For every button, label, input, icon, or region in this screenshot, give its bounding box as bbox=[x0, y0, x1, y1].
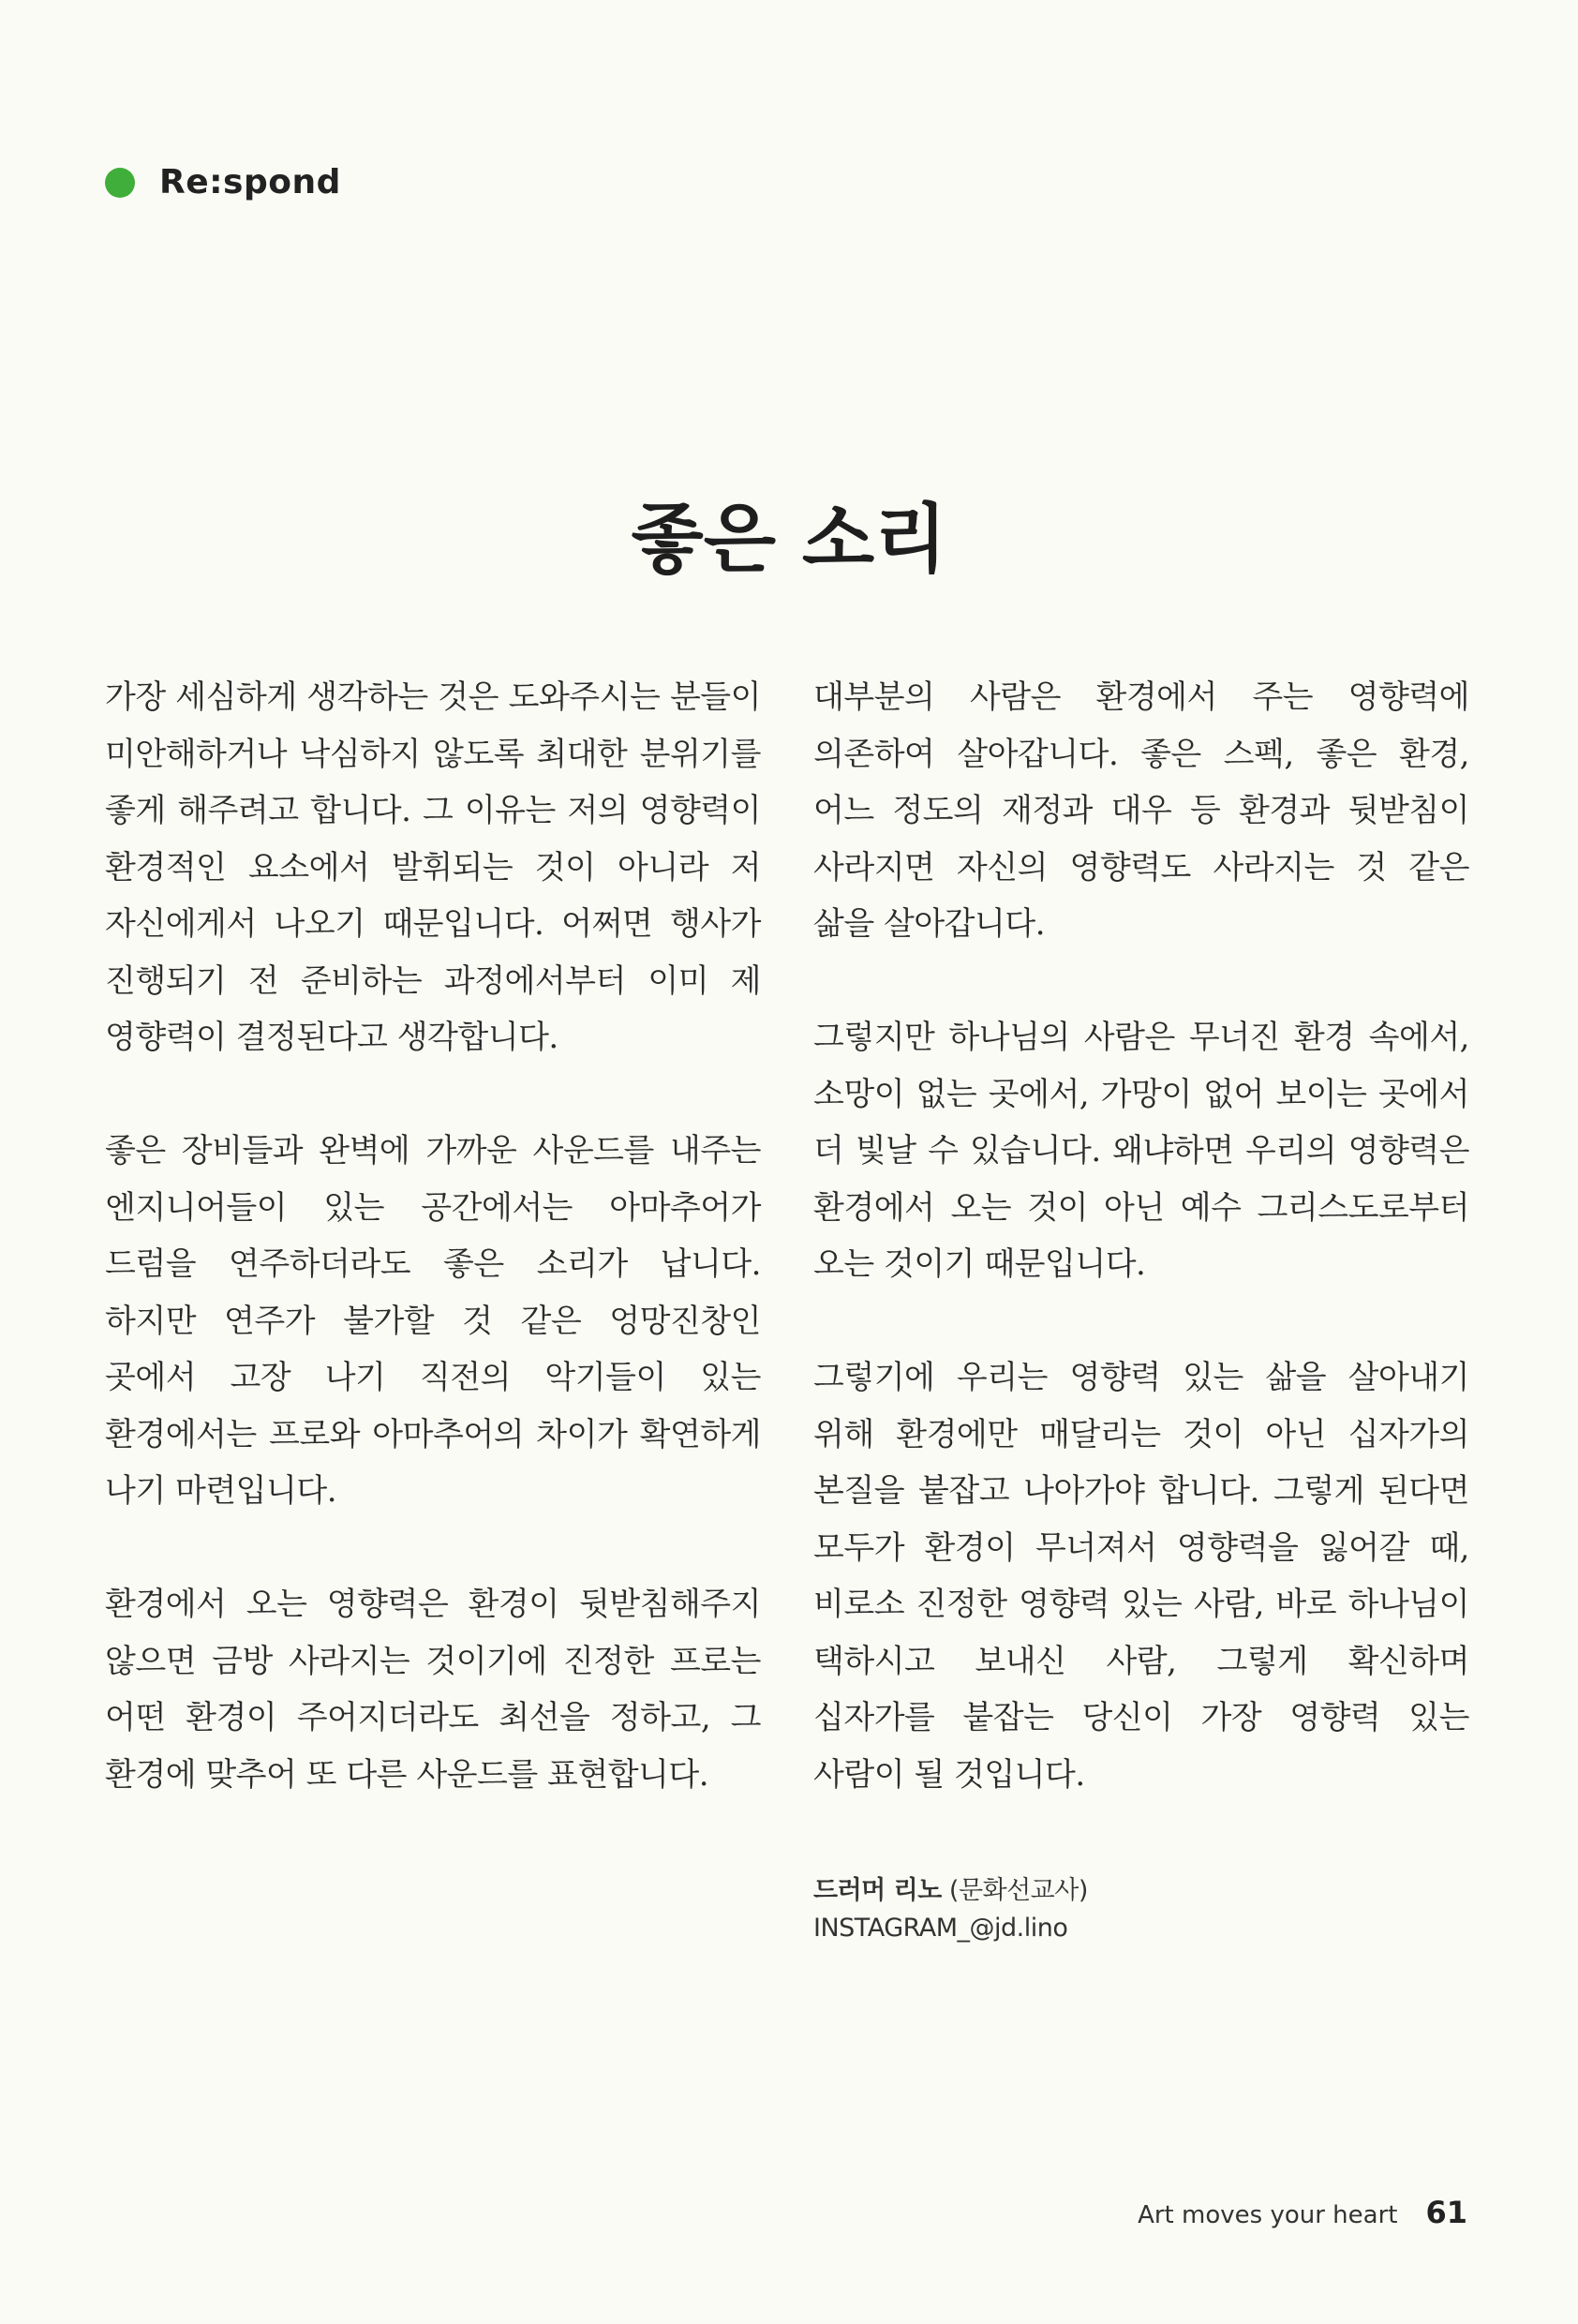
paragraph: 가장 세심하게 생각하는 것은 도와주시는 분들이 미안해하거나 낙심하지 않도록 최대한 분위기를 좋게 해주려고 합니다. 그 이유는 저의 영향력이 환경적인 요소에서 발휘되는 것이 아니라 저 자신에게서 나오기 때문입니다. 어쩌면 행사가 진행되기 전 준비하는 과정에서부터 이미 제 영향력이 결정된다고 생각합니다. bbox=[105, 678, 761, 1056]
paragraph: 좋은 장비들과 완벽에 가까운 사운드를 내주는 엔지니어들이 있는 공간에서는 아마추어가 드럼을 연주하더라도 좋은 소리가 납니다. 하지만 연주가 불가할 것 같은 엉망진창인 곳에서 고장 나기 직전의 악기들이 있는 환경에서는 프로와 아마추어의 차이가 확연하게 나기 마련입니다. bbox=[105, 1132, 761, 1510]
author-role: (문화선교사) bbox=[948, 1876, 1088, 1905]
right-column bbox=[813, 669, 1469, 1860]
paragraph: 환경에서 오는 영향력은 환경이 뒷받침해주지 않으면 금방 사라지는 것이기에 진정한 프로는 어떤 환경이 주어지더라도 최선을 정하고, 그 환경에 맞추어 또 다른 사운드를 표현합니다. bbox=[105, 1586, 761, 1794]
author-line bbox=[813, 1872, 1088, 1910]
page-footer bbox=[1138, 2195, 1467, 2230]
author-block bbox=[813, 1872, 1088, 1947]
article-title: 좋은 소리 bbox=[631, 495, 947, 583]
author-instagram: INSTAGRAM_@jd.lino bbox=[813, 1914, 1068, 1943]
section-tag bbox=[105, 163, 341, 201]
page-number: 61 bbox=[1425, 2195, 1467, 2230]
paragraph: 그렇지만 하나님의 사람은 무너진 환경 속에서, 소망이 없는 곳에서, 가망이 없어 보이는 곳에서 더 빛날 수 있습니다. 왜냐하면 우리의 영향력은 환경에서 오는 것이 아닌 예수 그리스도로부터 오는 것이기 때문입니다. bbox=[813, 1019, 1469, 1283]
footer-tagline: Art moves your heart bbox=[1138, 2201, 1398, 2229]
section-dot-icon bbox=[105, 168, 135, 198]
section-label: Re:spond bbox=[159, 163, 341, 201]
author-name: 드러머 리노 bbox=[813, 1876, 942, 1905]
left-column bbox=[105, 669, 761, 1860]
paragraph: 그렇기에 우리는 영향력 있는 삶을 살아내기 위해 환경에만 매달리는 것이 아닌 십자가의 본질을 붙잡고 나아가야 합니다. 그렇게 된다면 모두가 환경이 무너져서 영향력을 잃어갈 때, 비로소 진정한 영향력 있는 사람, 바로 하나님이 택하시고 보내신 사람, 그렇게 확신하며 십자가를 붙잡는 당신이 가장 영향력 있는 사람이 될 것입니다. bbox=[813, 1359, 1469, 1794]
paragraph: 대부분의 사람은 환경에서 주는 영향력에 의존하여 살아갑니다. 좋은 스펙, 좋은 환경, 어느 정도의 재정과 대우 등 환경과 뒷받침이 사라지면 자신의 영향력도 사라지는 것 같은 삶을 살아갑니다. bbox=[813, 678, 1469, 943]
